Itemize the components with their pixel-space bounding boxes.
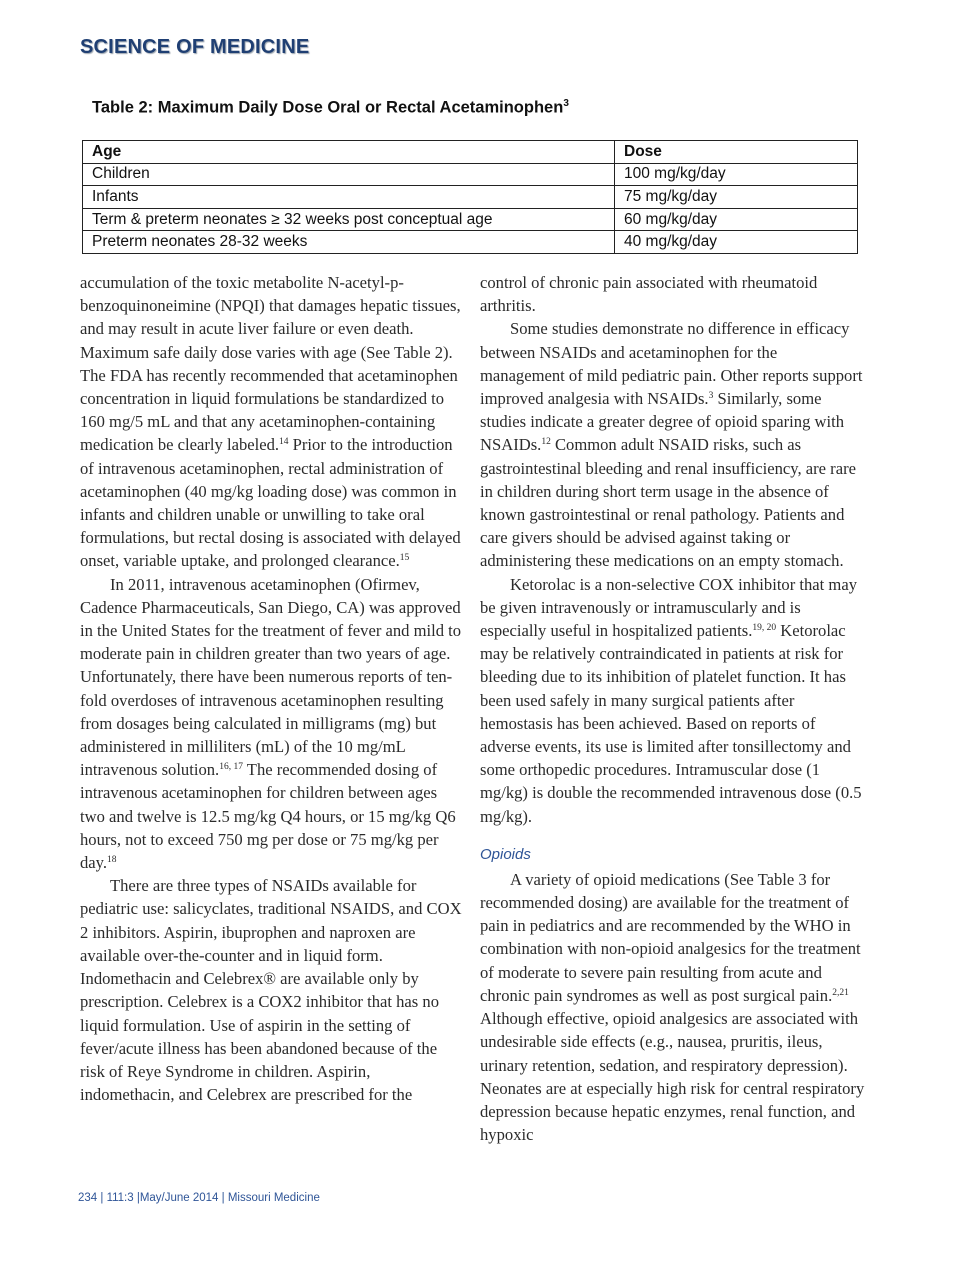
table-row [83, 186, 858, 209]
paragraph-text: The recommended dosing of intravenous acetaminophen for children between ages two and twelve is 12.5 mg/kg Q4 hours, or 15 mg/kg Q6 hours, not to exceed 750 mg per dose or 75 mg/kg per day. [80, 760, 456, 873]
cell-age: Preterm neonates 28-32 weeks [83, 231, 615, 254]
paragraph: control of chronic pain associated with rheumatoid arthritis. [480, 273, 818, 316]
header-age: Age [83, 141, 615, 164]
citation: 12 [541, 437, 551, 448]
paragraph-text: Although effective, opioid analgesics are associated with undesirable side effects (e.g., nausea, pruritis, ileus, urinary retention, sedation, and respiratory depression). Neonates are at especially high risk for central respiratory depression because hepatic enzymes, renal function, and hypoxic [480, 1009, 865, 1145]
table-caption-text: Table 2: Maximum Daily Dose Oral or Rectal Acetaminophen [92, 98, 564, 117]
paragraph-text: Similarly, some studies indicate a greater degree of opioid sparing with NSAIDs. [480, 389, 845, 455]
citation: 16, 17 [219, 762, 243, 773]
dose-table [82, 140, 858, 254]
paragraph-text: In 2011, intravenous acetaminophen (Ofirmev, Cadence Pharmaceuticals, San Diego, CA) was approved in the United States for the treatment of fever and mild to moderate pain in children greater than two years of age. Unfortunately, there have been numerous reports of ten-fold overdoses of intravenous acetaminophen resulting from dosages being calculated in milligrams (mg) but administered in milliliters (mL) of the 10 mg/mL intravenous solution. [80, 574, 462, 780]
left-column [80, 271, 465, 1106]
paragraph: There are three types of NSAIDs available for pediatric use: salicyclates, traditional NSAIDS, and COX 2 inhibitors. Aspirin, ibuprophen and naproxen are available over-the-counter and in liquid form. Indomethacin and Celebrex® are available only by prescription. Celebrex is a COX2 inhibitor that has no liquid formulation. Use of aspirin in the setting of fever/acute illness has been abandoned because of the risk of Reye Syndrome in children. Aspirin, indomethacin, and Celebrex are prescribed for the [80, 876, 462, 1105]
table-caption [92, 98, 569, 118]
citation: 3 [708, 391, 714, 402]
citation: 14 [279, 437, 289, 448]
citation: 19, 20 [752, 623, 777, 634]
cell-dose: 75 mg/kg/day [615, 186, 858, 209]
paragraph-text: A variety of opioid medications (See Table 3 for recommended dosing) are available for the treatment of pain in pediatrics and are recommended by the WHO in combination with non-opioid analgesics for the treatment of moderate to severe pain resulting from acute and chronic pain syndromes as well as post surgical pain. [480, 869, 861, 1005]
paragraph-text: Ketorolac is a non-selective COX inhibitor that may be given intravenously or intramuscularly and is especially useful in hospitalized patients. [480, 574, 857, 641]
table-caption-ref: 3 [563, 98, 569, 109]
citation: 2,21 [832, 987, 849, 998]
table-row [83, 163, 858, 186]
citation: 15 [399, 553, 410, 564]
paragraph [480, 868, 865, 1146]
subheading-opioids: Opioids [480, 845, 531, 863]
table-row [83, 231, 858, 254]
table-row [83, 208, 858, 231]
paragraph-text: Ketorolac may be relatively contraindicated in patients at risk for bleeding due to its inhibition of platelet function. It has been used safely in many surgical patients after hemostasis has been achieved. Based on reports of adverse events, its use is limited after tonsillectomy and some orthopedic procedures. Intramuscular dose (1 mg/kg) is double the recommended intravenous dose (0.5 mg/kg). [480, 621, 862, 826]
paragraph-text: accumulation of the toxic metabolite N-acetyl-p-benzoquinoneimine (NPQI) that damages hepatic tissues, and may result in acute liver failure or even death. Maximum safe daily dose varies with age (See Table 2). The FDA has recently recommended that acetaminophen concentration in liquid formulations be standardized to 160 mg/5 mL and that any acetaminophen-containing medication be clearly labeled. [80, 273, 461, 455]
cell-dose: 100 mg/kg/day [615, 163, 858, 186]
header-dose: Dose [615, 141, 858, 164]
table-header-row [83, 141, 858, 164]
cell-dose: 40 mg/kg/day [615, 231, 858, 254]
paragraph-text: Some studies demonstrate no difference in efficacy between NSAIDs and acetaminophen for the management of mild pediatric pain. Other reports support improved analgesia with NSAIDs. [480, 319, 863, 409]
cell-age: Term & preterm neonates ≥ 32 weeks post conceptual age [83, 208, 615, 231]
paragraph [480, 573, 865, 828]
cell-dose: 60 mg/kg/day [615, 208, 858, 231]
page-footer: 234 | 111:3 |May/June 2014 | Missouri Medicine [78, 1192, 320, 1204]
paragraph [80, 573, 465, 875]
citation: 18 [107, 855, 117, 866]
section-title: SCIENCE OF MEDICINE [80, 36, 310, 58]
cell-age: Children [83, 163, 615, 186]
right-column [480, 271, 865, 1146]
paragraph-text: Prior to the introduction of intravenous acetaminophen, rectal administration of acetaminophen (40 mg/kg loading dose) was common in infants and children unable or unwilling to take oral formulations, but rectal dosing is associated with delayed onset, variable uptake, and prolonged clearance. [80, 435, 461, 571]
paragraph [80, 271, 465, 573]
cell-age: Infants [83, 186, 615, 209]
paragraph [480, 317, 865, 572]
paragraph-text: Common adult NSAID risks, such as gastrointestinal bleeding and renal insufficiency, are rare in children during short term usage in the absence of known gastrointestinal or renal pathology. Patients and care givers should be advised against taking or administering these medications on an empty stomach. [480, 435, 856, 571]
